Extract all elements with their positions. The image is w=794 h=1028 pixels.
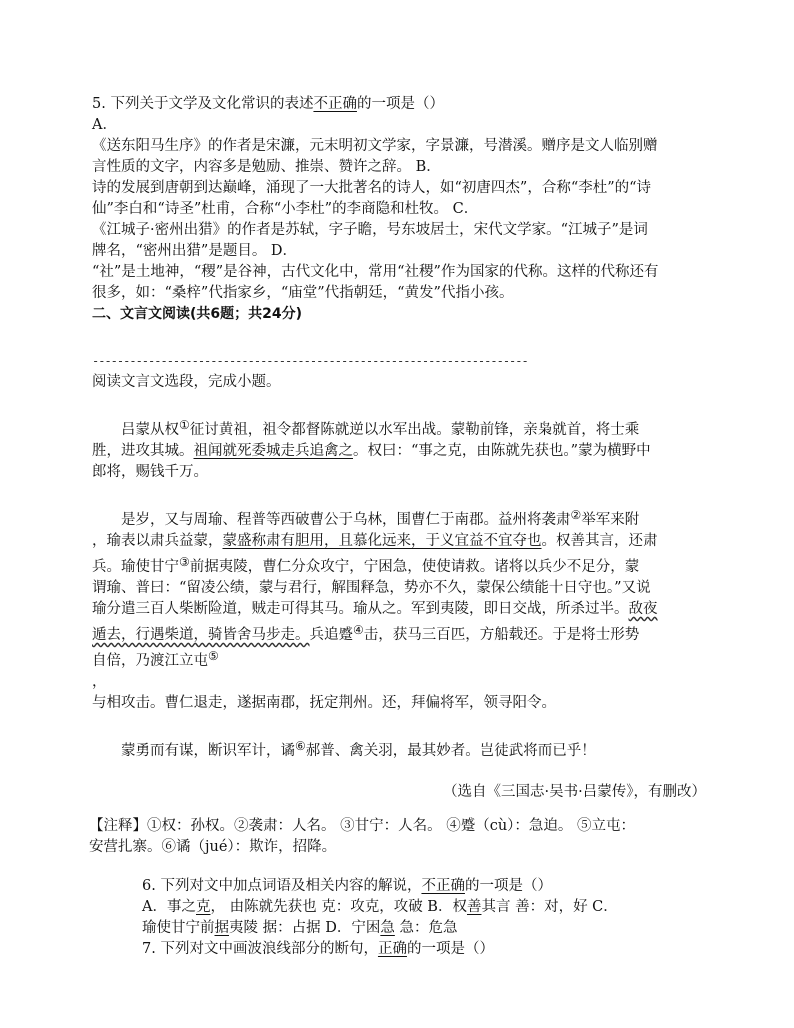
passage-paragraph-2: 是岁，又与周瑜、程普等西破曹公于乌林，围曹仁于南郡。益州将袭肃②举军来附 ，瑜表以肃兵益蒙，蒙盛称肃有胆用，且慕化远来，于义宜益不宜夺也。权善其言，还肃 兵。瑜使甘宁③前据夷陵，曹仁分众攻宁，宁困急，使使请救。诸将以兵少不足分，蒙 谓瑜、普曰：“留凌公绩，蒙与君行，解围释急，势亦不久，蒙保公绩能十日守也。”又说 瑜分遣三百人柴断险道，贼走可得其马。瑜从之。军到夷陵，即日交战，所杀过半。敌夜 遁去，行遇柴道，骑皆舍马步走。兵追蹙④击，获马三百匹，方船载还。于是将士形势 自倍，乃渡江立屯⑤ ， 与相攻击。曹仁退走，遂据南郡，抚定荆州。还，拜偏将军，领寻阳令。 <box>92 508 658 711</box>
option-text: 诗的发展到唐朝到达巅峰，涌现了一大批著名的诗人，如“初唐四杰”，合称“李杜”的“诗 <box>92 180 652 196</box>
wavy-underlined-sentence: 遁去，行遇柴道，骑皆舍马步走。 <box>92 627 310 643</box>
option-text: 很多，如：“桑梓”代指家乡，“庙堂”代指朝廷，“黄发”代指小孩。 <box>92 285 514 301</box>
dotted-word: 善 <box>466 899 482 915</box>
reading-instruction: 阅读文言文选段，完成小题。 <box>92 374 281 390</box>
footnote-marker: ⑥ <box>295 739 306 753</box>
passage-paragraph-1: 吕蒙从权①征讨黄祖，祖令都督陈就逆以水军出战。蒙勒前锋，亲枭就首，将士乘 胜，进攻其城。祖闻就死委城走兵追禽之。权曰：“事之克，由陈就先获也。”蒙为横野中 郎将，赐钱千万。 <box>92 418 651 480</box>
option-text: 《江城子·密州出猎》的作者是苏轼，字子瞻，号东坡居士，宋代文学家。“江城子”是词 <box>92 222 648 238</box>
annotations: 【注释】①权：孙权。②袭肃：人名。 ③甘宁：人名。 ④蹙（cù）：急迫。 ⑤立屯： 安营扎寨。⑥谲（jué）：欺诈，招降。 <box>89 818 636 855</box>
footnote-marker: ④ <box>353 623 364 637</box>
option-text: 仙”李白和“诗圣”杜甫，合称“小李杜”的李商隐和杜牧。 C． <box>92 201 479 217</box>
wavy-underlined-sentence: 敌夜 <box>628 601 658 617</box>
source-citation: （选自《三国志·吴书·吕蒙传》，有删改） <box>443 784 706 800</box>
document-page <box>89 88 712 960</box>
passage-paragraph-3: 蒙勇而有谋，断识军计，谲⑥郝普、禽关羽，最其妙者。岂徒武将而已乎！ <box>121 739 596 759</box>
footnote-marker: ⑤ <box>208 649 219 663</box>
emphasis-underline: 不正确 <box>421 878 465 894</box>
option-text: 牌名，“密州出猎”是题目。 D． <box>92 243 298 259</box>
dotted-word: 据 <box>214 920 229 936</box>
underlined-sentence: 蒙盛称肃有胆用，且慕化远来，于义宜益不宜夺也 <box>222 533 542 549</box>
option-a-label: A． <box>92 117 117 133</box>
emphasis-underline: 不正确 <box>313 96 357 112</box>
dotted-word: 克 <box>195 899 211 915</box>
footnote-marker: ③ <box>179 555 190 569</box>
underlined-sentence: 祖闻就死委城走兵追禽之 <box>193 443 353 459</box>
option-text: “社”是土地神，“稷”是谷神，古代文化中，常用“社稷”作为国家的代称。这样的代称还有 <box>92 264 659 280</box>
dotted-word: 急 <box>380 920 395 936</box>
emphasis-underline: 正确 <box>377 941 407 957</box>
question-5-title: 5. 下列关于文学及文化常识的表述不正确的一项是（） <box>92 96 444 112</box>
option-text: 《送东阳马生序》的作者是宋濂，元末明初文学家，字景濂，号潜溪。赠序是文人临别赠 <box>92 138 658 154</box>
footnote-marker: ② <box>570 508 582 522</box>
question-6: 6. 下列对文中加点词语及相关内容的解说，不正确的一项是（） A．事之克， 由陈就先获也 克：攻克，攻破 B．权善其言 善：对，好 C． 瑜使甘宁前据夷陵 据：占据 D．宁困急 急：危急 7. 下列对文中画波浪线部分的断句，正确的一项是（） <box>142 876 712 960</box>
option-text: 言性质的文字，内容多是勉励、推崇、赞许之辞。 B． <box>92 159 441 175</box>
section-heading: 二、文言文阅读(共6题；共24分) <box>92 306 303 322</box>
question-7-title: 7. 下列对文中画波浪线部分的断句，正确的一项是（） <box>142 941 494 957</box>
footnote-marker: ① <box>179 418 190 432</box>
divider-line: ---------------------------------------------------------------------- <box>92 354 528 368</box>
